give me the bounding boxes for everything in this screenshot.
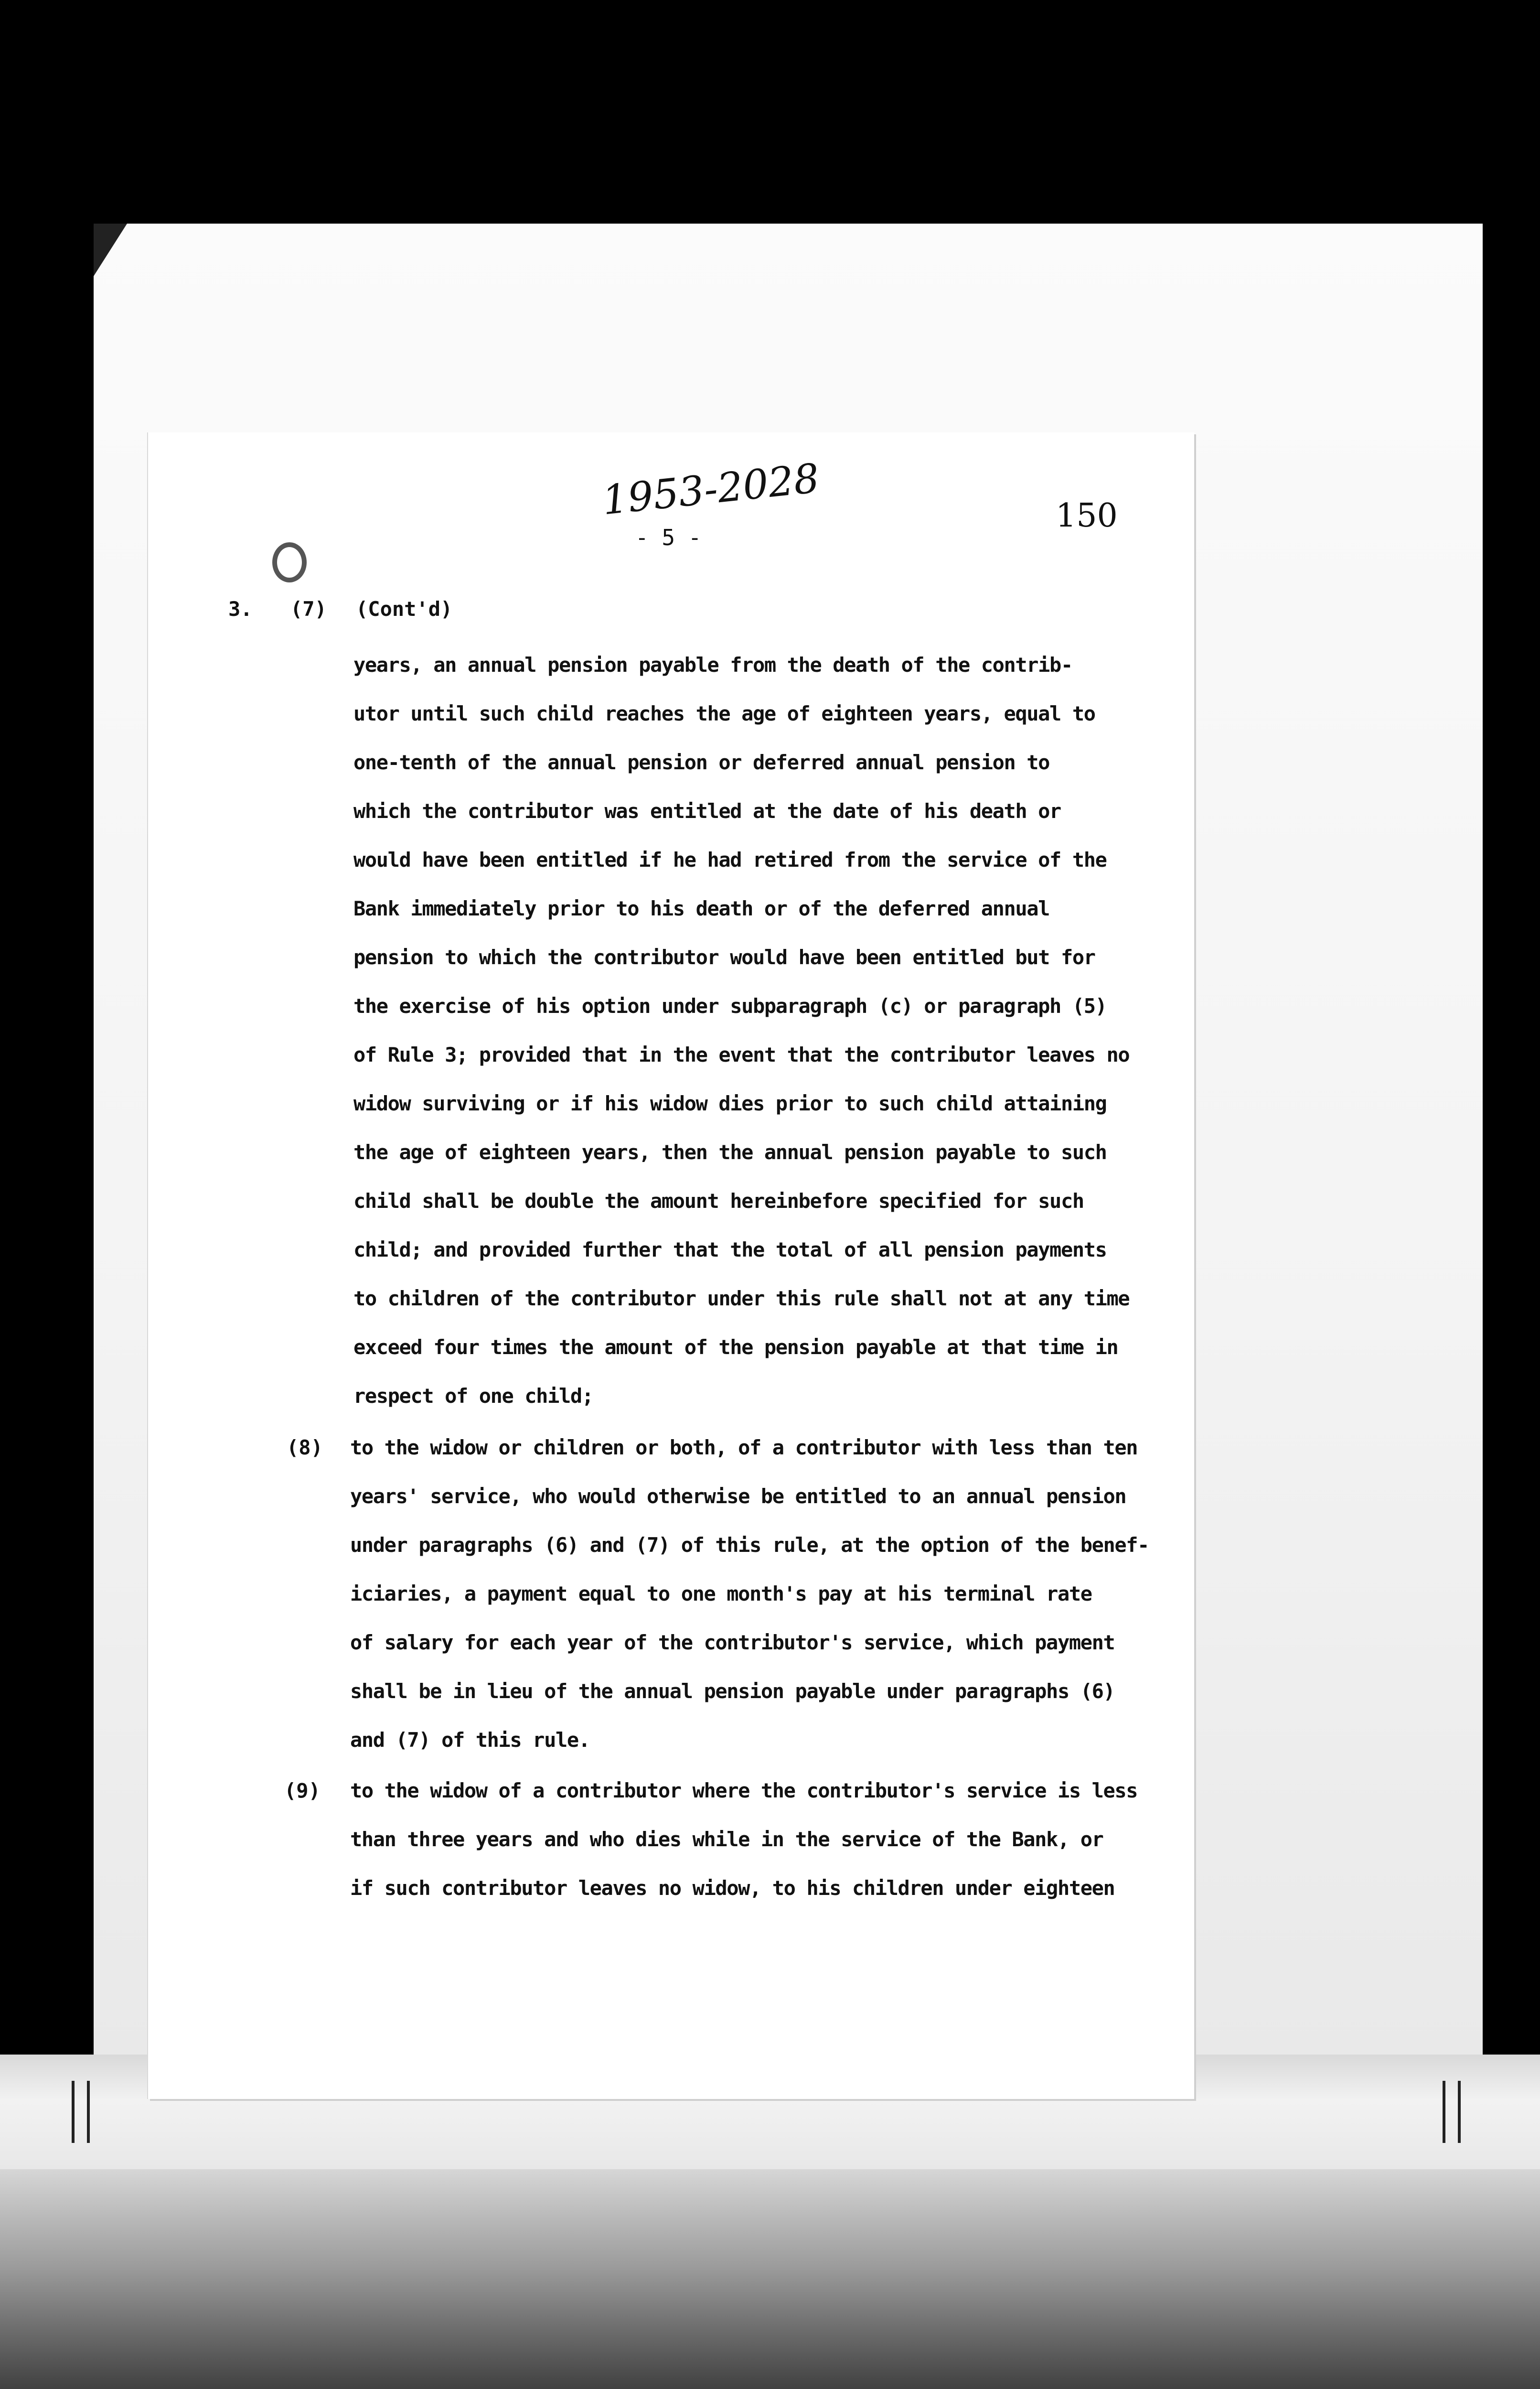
text-line: child; and provided further that the total of all pension payments bbox=[353, 1238, 1107, 1261]
text-line: the age of eighteen years, then the annual pension payable to such bbox=[353, 1141, 1107, 1164]
text-line: than three years and who dies while in the service of the Bank, or bbox=[350, 1828, 1103, 1851]
para-7-label: (7) bbox=[290, 597, 327, 621]
rule-number: 3. bbox=[228, 597, 253, 621]
text-line: which the contributor was entitled at the date of his death or bbox=[353, 799, 1061, 823]
clip-mark-left bbox=[72, 2081, 90, 2143]
page-marker: - 5 - bbox=[635, 525, 702, 550]
text-line: years' service, who would otherwise be entitled to an annual pension bbox=[350, 1485, 1126, 1508]
page-number: 150 bbox=[1056, 497, 1118, 535]
text-line: the exercise of his option under subparagraph (c) or paragraph (5) bbox=[353, 994, 1107, 1018]
text-line: and (7) of this rule. bbox=[350, 1728, 590, 1752]
text-line: respect of one child; bbox=[353, 1384, 593, 1408]
para-7-heading: (Cont'd) bbox=[356, 597, 453, 621]
text-line: if such contributor leaves no widow, to his children under eighteen bbox=[350, 1876, 1115, 1900]
text-line: child shall be double the amount hereinbefore specified for such bbox=[353, 1189, 1084, 1213]
text-line: one-tenth of the annual pension or deferred annual pension to bbox=[353, 751, 1050, 774]
para-9-label: (9) bbox=[284, 1779, 321, 1802]
text-line: pension to which the contributor would have been entitled but for bbox=[353, 946, 1095, 969]
para-8-label: (8) bbox=[287, 1436, 323, 1459]
lower-shadow bbox=[0, 2169, 1540, 2389]
text-line: Bank immediately prior to his death or of the deferred annual bbox=[353, 897, 1050, 920]
text-line: of salary for each year of the contributor's service, which payment bbox=[350, 1631, 1115, 1654]
text-line: shall be in lieu of the annual pension payable under paragraphs (6) bbox=[350, 1679, 1115, 1703]
text-line: would have been entitled if he had retired from the service of the bbox=[353, 848, 1107, 872]
text-line: under paragraphs (6) and (7) of this rule, at the option of the benef- bbox=[350, 1533, 1149, 1557]
text-line: exceed four times the amount of the pension payable at that time in bbox=[353, 1335, 1118, 1359]
text-line: of Rule 3; provided that in the event that the contributor leaves no bbox=[353, 1043, 1130, 1066]
text-line: to the widow of a contributor where the contributor's service is less bbox=[350, 1779, 1138, 1802]
handwritten-reference: 1953-2028 bbox=[600, 454, 822, 524]
folded-corner bbox=[94, 224, 127, 276]
text-line: utor until such child reaches the age of eighteen years, equal to bbox=[353, 702, 1095, 725]
clip-mark-right bbox=[1443, 2081, 1461, 2143]
punch-hole bbox=[272, 542, 307, 582]
text-line: to the widow or children or both, of a contributor with less than ten bbox=[350, 1436, 1138, 1459]
text-line: to children of the contributor under this rule shall not at any time bbox=[353, 1287, 1130, 1310]
text-line: years, an annual pension payable from the death of the contrib- bbox=[353, 653, 1072, 677]
text-line: widow surviving or if his widow dies prior to such child attaining bbox=[353, 1092, 1107, 1115]
text-line: iciaries, a payment equal to one month's pay at his terminal rate bbox=[350, 1582, 1092, 1605]
